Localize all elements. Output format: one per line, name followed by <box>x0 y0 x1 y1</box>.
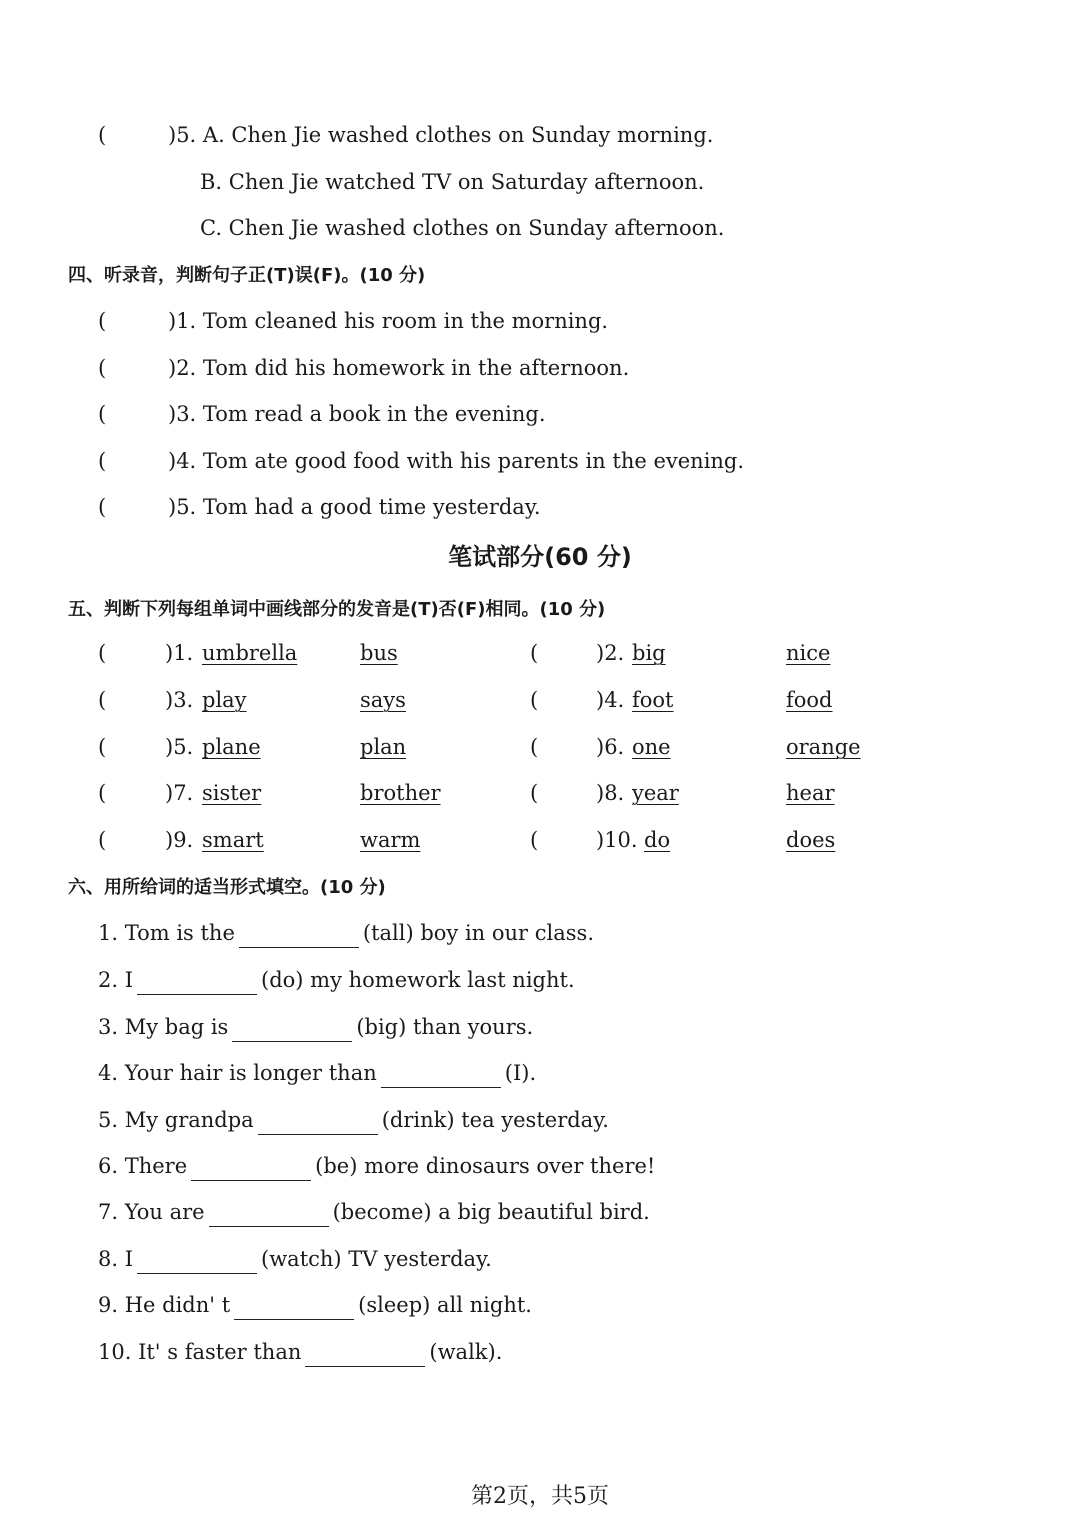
q3-item5 <box>98 120 713 150</box>
fill-in-prefix: 9. He didn' t <box>98 1293 231 1317</box>
word: bus <box>360 641 398 665</box>
section4-item-text: )5. Tom had a good time yesterday. <box>168 495 541 519</box>
section4-heading: 四、听录音，判断句子正(T)误(F)。(10 分) <box>68 265 426 286</box>
section4-item <box>98 399 546 429</box>
q3-item5-option-a: )5. A. Chen Jie washed clothes on Sunday morning. <box>168 123 714 147</box>
word: hear <box>786 781 835 805</box>
fill-in-suffix: (tall) boy in our class. <box>362 921 594 945</box>
section4-item <box>98 306 608 336</box>
answer-blank[interactable] <box>381 1063 501 1088</box>
item-number: )5. <box>165 735 194 759</box>
answer-paren: ( <box>98 309 107 333</box>
item-number: )1. <box>165 641 194 665</box>
section5-heading: 五、判断下列每组单词中画线部分的发音是(T)否(F)相同。(10 分) <box>68 599 606 620</box>
fill-in-prefix: 6. There <box>98 1154 188 1178</box>
fill-in-item <box>98 1244 492 1274</box>
answer-blank[interactable] <box>258 1110 378 1135</box>
word: food <box>786 688 833 712</box>
answer-paren: ( <box>98 449 107 473</box>
word: sister <box>202 781 262 805</box>
fill-in-item <box>98 1012 533 1042</box>
word: do <box>644 828 671 852</box>
q3-item5-option-c: C. Chen Jie washed clothes on Sunday afternoon. <box>200 216 725 240</box>
answer-paren: ( <box>98 781 107 805</box>
fill-in-prefix: 1. Tom is the <box>98 921 235 945</box>
word: plan <box>360 735 407 759</box>
fill-in-item <box>98 1105 609 1135</box>
fill-in-item <box>98 1197 650 1227</box>
fill-in-suffix: (walk). <box>429 1340 503 1364</box>
answer-paren: ( <box>530 735 539 759</box>
fill-in-item <box>98 1290 532 1320</box>
answer-blank[interactable] <box>239 923 359 948</box>
word: orange <box>786 735 861 759</box>
word: one <box>632 735 671 759</box>
section4-item <box>98 446 744 476</box>
fill-in-prefix: 2. I <box>98 968 134 992</box>
answer-paren: ( <box>98 402 107 426</box>
answer-paren: ( <box>530 828 539 852</box>
fill-in-item <box>98 1058 536 1088</box>
section4-item-text: )1. Tom cleaned his room in the morning. <box>168 309 609 333</box>
word: warm <box>360 828 421 852</box>
word: umbrella <box>202 641 298 665</box>
fill-in-prefix: 5. My grandpa <box>98 1108 254 1132</box>
section4-item <box>98 353 629 383</box>
word: nice <box>786 641 831 665</box>
answer-paren: ( <box>98 356 107 380</box>
section6-heading: 六、用所给词的适当形式填空。(10 分) <box>68 877 386 898</box>
fill-in-suffix: (sleep) all night. <box>358 1293 532 1317</box>
answer-blank[interactable] <box>232 1017 352 1042</box>
fill-in-suffix: (become) a big beautiful bird. <box>332 1200 650 1224</box>
fill-in-item <box>98 918 594 948</box>
word: big <box>632 641 666 665</box>
fill-in-prefix: 4. Your hair is longer than <box>98 1061 377 1085</box>
word: play <box>202 688 247 712</box>
answer-blank[interactable] <box>305 1342 425 1367</box>
section4-item <box>98 492 541 522</box>
item-number: )7. <box>165 781 194 805</box>
word: plane <box>202 735 261 759</box>
section4-item-text: )4. Tom ate good food with his parents in the evening. <box>168 449 745 473</box>
section4-item-text: )2. Tom did his homework in the afternoon. <box>168 356 630 380</box>
answer-paren: ( <box>98 688 107 712</box>
answer-blank[interactable] <box>209 1202 329 1227</box>
fill-in-item <box>98 1151 655 1181</box>
fill-in-prefix: 8. I <box>98 1247 134 1271</box>
item-number: )9. <box>165 828 194 852</box>
fill-in-prefix: 3. My bag is <box>98 1015 229 1039</box>
q3-item5-option-b: B. Chen Jie watched TV on Saturday afternoon. <box>200 170 705 194</box>
word: year <box>632 781 679 805</box>
answer-blank[interactable] <box>137 970 257 995</box>
answer-paren: ( <box>530 688 539 712</box>
answer-paren: ( <box>530 641 539 665</box>
fill-in-suffix: (do) my homework last night. <box>261 968 575 992</box>
word: says <box>360 688 406 712</box>
answer-paren: ( <box>98 735 107 759</box>
fill-in-suffix: (watch) TV yesterday. <box>261 1247 492 1271</box>
fill-in-item <box>98 1337 502 1367</box>
item-number: )2. <box>596 641 625 665</box>
answer-paren: ( <box>98 641 107 665</box>
answer-blank[interactable] <box>137 1249 257 1274</box>
item-number: )8. <box>596 781 625 805</box>
item-number: )4. <box>596 688 625 712</box>
fill-in-suffix: (drink) tea yesterday. <box>381 1108 609 1132</box>
answer-blank[interactable] <box>191 1156 311 1181</box>
word: foot <box>632 688 674 712</box>
fill-in-suffix: (I). <box>504 1061 537 1085</box>
fill-in-suffix: (be) more dinosaurs over there! <box>315 1154 656 1178</box>
fill-in-prefix: 10. It' s faster than <box>98 1340 302 1364</box>
page-number: 第2页，共5页 <box>471 1484 609 1509</box>
fill-in-item <box>98 965 575 995</box>
section4-item-text: )3. Tom read a book in the evening. <box>168 402 546 426</box>
answer-paren: ( <box>98 123 107 147</box>
item-number: )3. <box>165 688 194 712</box>
word: brother <box>360 781 441 805</box>
answer-blank[interactable] <box>234 1295 354 1320</box>
answer-paren: ( <box>98 828 107 852</box>
answer-paren: ( <box>98 495 107 519</box>
answer-paren: ( <box>530 781 539 805</box>
fill-in-prefix: 7. You are <box>98 1200 205 1224</box>
fill-in-suffix: (big) than yours. <box>356 1015 534 1039</box>
word: does <box>786 828 836 852</box>
item-number: )10. <box>596 828 638 852</box>
word: smart <box>202 828 264 852</box>
item-number: )6. <box>596 735 625 759</box>
written-part-title: 笔试部分(60 分) <box>448 543 632 571</box>
